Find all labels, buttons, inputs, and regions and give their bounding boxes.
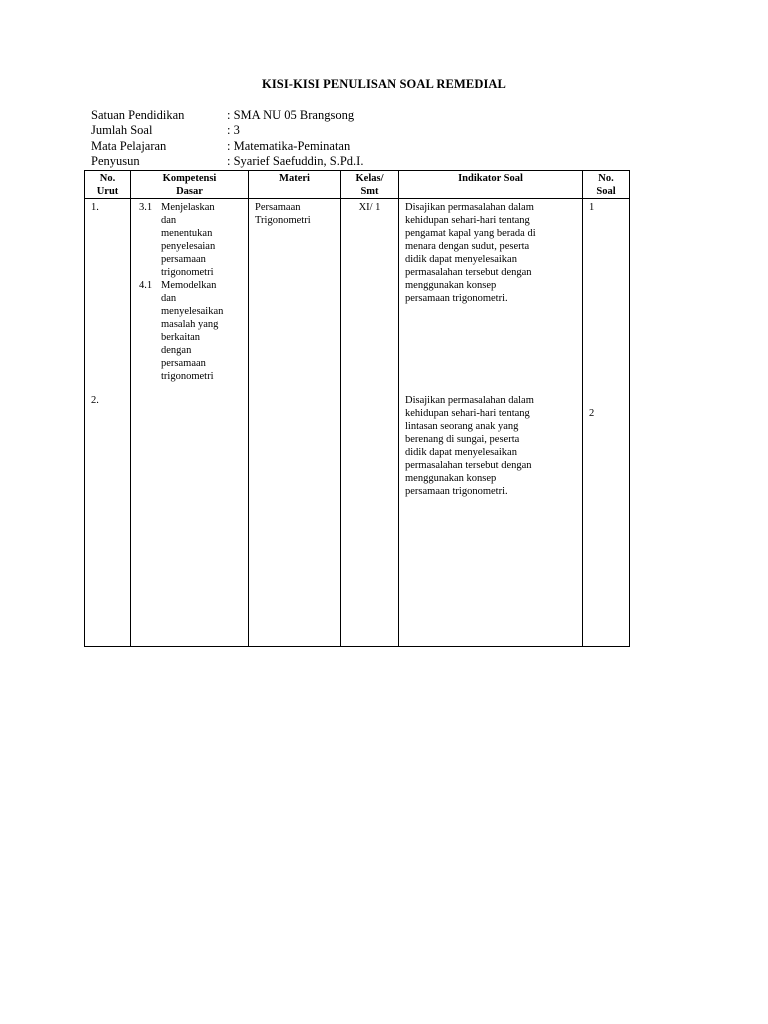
cell-no-soal bbox=[583, 199, 630, 647]
kd-item bbox=[139, 201, 242, 279]
meta-row-jumlah bbox=[91, 123, 363, 138]
meta-label: Mata Pelajaran bbox=[91, 138, 167, 153]
meta-row-penyusun bbox=[91, 154, 363, 169]
header-materi: Materi bbox=[249, 171, 341, 199]
cell-kelas-smt: XI/ 1 bbox=[341, 199, 399, 647]
table-header-row bbox=[85, 171, 630, 199]
kd-text: Memodelkan dan menyelesaikan masalah yang berkaitan dengan persamaan trigonometri bbox=[161, 280, 224, 382]
meta-row-mapel bbox=[91, 139, 363, 154]
row-number: 1. bbox=[91, 202, 99, 213]
indikator-1: Disajikan permasalahan dalam kehidupan sehari-hari tentang pengamat kapal yang berada di menara dengan sudut, peserta didik dapat menyelesaikan permasalahan tersebut dengan menggunakan konsep persamaan trigonometri. bbox=[405, 202, 536, 304]
kd-item bbox=[139, 279, 242, 383]
kisi-kisi-table bbox=[84, 170, 630, 647]
row-number: 2. bbox=[91, 395, 99, 406]
kd-number: 3.1 bbox=[139, 202, 153, 213]
header-no-soal: No. Soal bbox=[583, 171, 630, 199]
header-kelas-smt: Kelas/ Smt bbox=[341, 171, 399, 199]
header-indikator-soal: Indikator Soal bbox=[399, 171, 583, 199]
meta-row-satuan bbox=[91, 108, 363, 123]
table-body-row bbox=[85, 199, 630, 647]
header-no-urut: No. Urut bbox=[85, 171, 131, 199]
cell-no-urut bbox=[85, 199, 131, 647]
meta-value: : Matematika-Peminatan bbox=[227, 138, 351, 153]
meta-label: Penyusun bbox=[91, 153, 140, 168]
meta-value: : 3 bbox=[227, 123, 240, 138]
indikator-2: Disajikan permasalahan dalam kehidupan sehari-hari tentang lintasan seorang anak yang berenang di sungai, peserta didik dapat menyelesaikan permasalahan tersebut dengan menggunakan konsep persamaan trigonometri. bbox=[405, 395, 534, 497]
document-meta bbox=[91, 108, 363, 169]
cell-materi: Persamaan Trigonometri bbox=[249, 199, 341, 647]
header-kompetensi-dasar: Kompetensi Dasar bbox=[131, 171, 249, 199]
cell-indikator-soal bbox=[399, 199, 583, 647]
meta-label: Satuan Pendidikan bbox=[91, 108, 185, 122]
cell-kompetensi-dasar bbox=[131, 199, 249, 647]
soal-number: 1 bbox=[589, 202, 595, 213]
document-title: KISI-KISI PENULISAN SOAL REMEDIAL bbox=[262, 77, 506, 91]
meta-value: : SMA NU 05 Brangsong bbox=[227, 108, 355, 122]
meta-label: Jumlah Soal bbox=[91, 123, 153, 138]
kd-number: 4.1 bbox=[139, 280, 153, 291]
soal-number: 2 bbox=[589, 408, 595, 419]
meta-value: : Syarief Saefuddin, S.Pd.I. bbox=[227, 153, 364, 168]
kd-text: Menjelaskan dan menentukan penyelesaian persamaan trigonometri bbox=[161, 202, 216, 278]
